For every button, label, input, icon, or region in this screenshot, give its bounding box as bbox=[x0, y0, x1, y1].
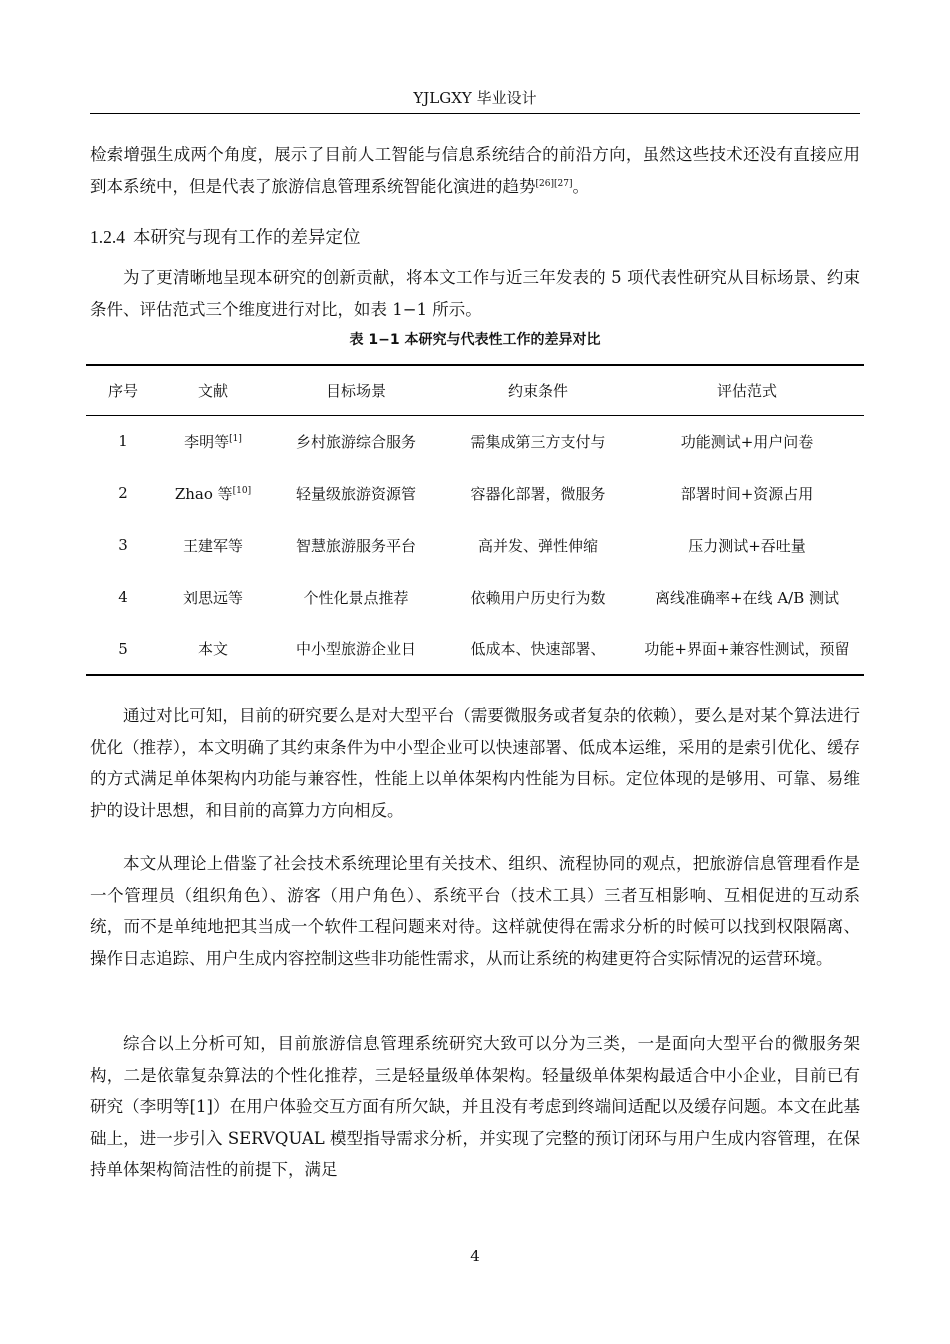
cell-eval: 离线准确率+在线 A/B 测试 bbox=[654, 588, 839, 607]
header-rule bbox=[90, 113, 860, 114]
theory-paragraph: 本文从理论上借鉴了社会技术系统理论里有关技术、组织、流程协同的观点，把旅游信息管理看作是一个管理员（组织角色）、游客（用户角色）、系统平台（技术工具）三者互相影响、互相促进的互动系统，而不是单纯地把其当成一个软件工程问题来对待。这样就使得在需求分析的时候可以找到权限隔离、操作日志追踪、用户生成内容控制这些非功能性需求，从而让系统的构建更符合实际情况的运营环境。 bbox=[90, 854, 860, 968]
cell-eval: 功能测试+用户问卷 bbox=[680, 432, 814, 451]
summary-paragraph: 综合以上分析可知，目前旅游信息管理系统研究大致可以分为三类，一是面向大型平台的微服务架构，二是依靠复杂算法的个性化推荐，三是轻量级单体架构。轻量级单体架构最适合中小企业，目前已有研究（李明等[1]）在用户体验交互方面有所欠缺，并且没有考虑到终端间适配以及缓存问题。本文在此基础上，进一步引入 SERVQUAL 模型指导需求分析，并实现了完整的预订闭环与用户生成内容管理，在保持单体架构简洁性的前提下，满足 bbox=[90, 1034, 860, 1179]
header-constraint: 约束条件 bbox=[446, 365, 630, 415]
cell-ref: 刘思远等 bbox=[182, 588, 243, 607]
cell-eval: 部署时间+资源占用 bbox=[680, 484, 814, 503]
table-row bbox=[86, 467, 864, 519]
cell-scene: 智慧旅游服务平台 bbox=[295, 536, 416, 555]
cell-ref: 本文 bbox=[160, 623, 266, 675]
cell-ref: 王建军等 bbox=[182, 536, 243, 555]
table-row bbox=[86, 415, 864, 467]
table-intro-paragraph: 为了更清晰地呈现本研究的创新贡献，将本文工作与近三年发表的 5 项代表性研究从目标场景、约束条件、评估范式三个维度进行对比，如表 1−1 所示。 bbox=[90, 268, 860, 319]
table-header-row bbox=[86, 365, 864, 415]
intro-paragraph bbox=[90, 139, 860, 202]
cell-ref: Zhao 等[10] bbox=[174, 484, 252, 503]
section-number: 1.2.4 bbox=[90, 227, 125, 247]
cell-ref: 李明等[1] bbox=[184, 432, 242, 451]
intro-text: 检索增强生成两个角度，展示了目前人工智能与信息系统结合的前沿方向，虽然这些技术还没有直接应用到本系统中，但是代表了旅游信息管理系统智能化演进的趋势 bbox=[90, 145, 860, 196]
cell-no: 3 bbox=[118, 536, 128, 554]
page-header: YJLGXY 毕业设计 bbox=[413, 89, 537, 107]
cell-no: 5 bbox=[86, 623, 160, 675]
header-eval: 评估范式 bbox=[630, 365, 864, 415]
cell-scene: 中小型旅游企业日 bbox=[266, 623, 446, 675]
cell-constraint: 需集成第三方支付与 bbox=[470, 432, 606, 451]
section-title: 本研究与现有工作的差异定位 bbox=[133, 228, 361, 248]
comparison-table bbox=[86, 364, 864, 676]
table-row bbox=[86, 571, 864, 623]
cell-no: 1 bbox=[118, 432, 128, 451]
cell-scene: 乡村旅游综合服务 bbox=[295, 432, 416, 451]
intro-tail: 。 bbox=[572, 176, 589, 196]
table-row bbox=[86, 519, 864, 571]
cell-scene: 轻量级旅游资源管 bbox=[295, 484, 416, 503]
ref-citation: [1] bbox=[229, 433, 242, 444]
cell-eval: 压力测试+吞吐量 bbox=[688, 536, 806, 555]
table-row bbox=[86, 623, 864, 675]
comparison-paragraph: 通过对比可知，目前的研究要么是对大型平台（需要微服务或者复杂的依赖），要么是对某个算法进行优化（推荐），本文明确了其约束条件为中小型企业可以快速部署、低成本运维，采用的是索引优化、缓存的方式满足单体架构内功能与兼容性，性能上以单体架构内性能为目标。定位体现的是够用、可靠、易维护的设计思想，和目前的高算力方向相反。 bbox=[90, 706, 860, 820]
cell-constraint: 容器化部署，微服务 bbox=[470, 484, 606, 503]
cell-scene: 个性化景点推荐 bbox=[303, 588, 409, 607]
ref-citation: [10] bbox=[232, 485, 252, 496]
header-ref: 文献 bbox=[160, 365, 266, 415]
header-no: 序号 bbox=[86, 365, 160, 415]
cell-no: 2 bbox=[118, 484, 128, 502]
cell-no: 4 bbox=[118, 588, 128, 606]
cell-constraint: 依赖用户历史行为数 bbox=[470, 588, 606, 607]
page-number: 4 bbox=[470, 1247, 480, 1265]
section-heading bbox=[90, 224, 361, 251]
cell-constraint: 低成本、快速部署、 bbox=[446, 623, 630, 675]
header-scene: 目标场景 bbox=[266, 365, 446, 415]
intro-citation: [26][27] bbox=[535, 178, 573, 189]
table-caption: 表 1−1 本研究与代表性工作的差异对比 bbox=[349, 332, 601, 348]
cell-constraint: 高并发、弹性伸缩 bbox=[477, 536, 598, 555]
cell-eval: 功能+界面+兼容性测试，预留 bbox=[630, 623, 864, 675]
